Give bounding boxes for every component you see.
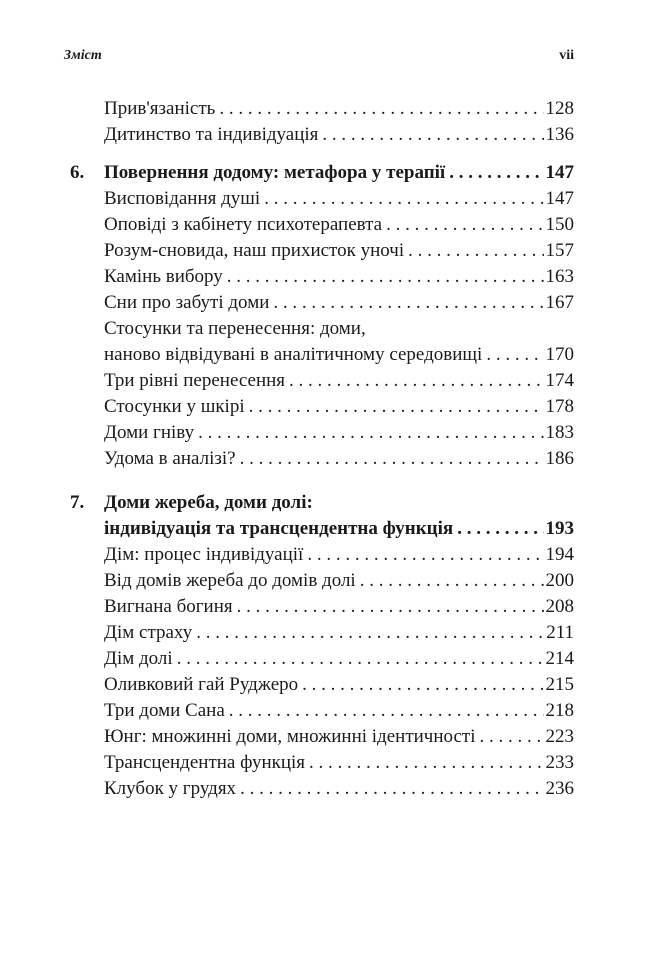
dot-leader bbox=[273, 290, 543, 316]
toc-entry-title: Удома в аналізі? bbox=[104, 446, 240, 472]
dot-leader bbox=[240, 446, 544, 472]
toc-entry-title: Від домів жереба до домів долі bbox=[104, 568, 360, 594]
dot-leader bbox=[302, 672, 543, 698]
toc-entry-title: Дім страху bbox=[104, 620, 196, 646]
toc-entry[interactable] bbox=[104, 186, 574, 212]
dot-leader bbox=[457, 516, 543, 542]
toc-entry-title: Стосунки у шкірі bbox=[104, 394, 249, 420]
toc-entry[interactable] bbox=[104, 568, 574, 594]
toc-entry-title: Сни про забуті доми bbox=[104, 290, 273, 316]
toc-entry-multiline-first[interactable] bbox=[104, 316, 574, 342]
page-number: vii bbox=[559, 48, 574, 63]
toc-entry-title: Камінь вибору bbox=[104, 264, 227, 290]
toc-entry-page: 215 bbox=[545, 674, 574, 695]
toc-entry-page: 236 bbox=[545, 778, 574, 799]
dot-leader bbox=[227, 264, 544, 290]
toc-entry-page: 218 bbox=[545, 700, 574, 721]
dot-leader bbox=[480, 724, 544, 750]
toc-entry-page: 128 bbox=[545, 98, 574, 119]
dot-leader bbox=[309, 750, 543, 776]
toc-entry[interactable] bbox=[104, 594, 574, 620]
toc-entry[interactable] bbox=[104, 724, 574, 750]
toc-chapter-7-line1[interactable] bbox=[70, 490, 574, 516]
toc-entry-title: Три доми Сана bbox=[104, 698, 229, 724]
dot-leader bbox=[449, 160, 543, 186]
chapter-number: 6. bbox=[70, 162, 85, 183]
toc-entry-page: 214 bbox=[545, 648, 574, 669]
dot-leader bbox=[386, 212, 543, 238]
dot-leader bbox=[240, 776, 543, 802]
toc-entry-title: Прив'язаність bbox=[104, 96, 219, 122]
toc-chapter-7-line2[interactable] bbox=[70, 516, 574, 542]
dot-leader bbox=[198, 420, 543, 446]
dot-leader bbox=[307, 542, 543, 568]
toc-entry-title: Висповідання душі bbox=[104, 186, 264, 212]
toc-entry-page: 150 bbox=[545, 214, 574, 235]
toc-entry[interactable] bbox=[104, 238, 574, 264]
toc-entry-title: Дитинство та індивідуація bbox=[104, 122, 322, 148]
running-head-title: Зміст bbox=[64, 48, 102, 63]
toc-entry[interactable] bbox=[104, 290, 574, 316]
toc-entry-title: Юнг: множинні доми, множинні ідентичності bbox=[104, 724, 480, 750]
dot-leader bbox=[486, 342, 543, 368]
chapter-page: 147 bbox=[545, 162, 574, 183]
toc-entry-page: 170 bbox=[545, 344, 574, 365]
toc-entry-page: 178 bbox=[545, 396, 574, 417]
toc-entry-page: 208 bbox=[545, 596, 574, 617]
toc-entry-title: Трансцендентна функція bbox=[104, 750, 309, 776]
chapter-title: Повернення додому: метафора у терапії bbox=[104, 160, 449, 186]
toc-entry-page: 163 bbox=[545, 266, 574, 287]
toc-entry-page: 147 bbox=[545, 188, 574, 209]
dot-leader bbox=[229, 698, 544, 724]
toc-entry-page: 233 bbox=[545, 752, 574, 773]
dot-leader bbox=[360, 568, 544, 594]
toc-entry-page: 157 bbox=[545, 240, 574, 261]
dot-leader bbox=[264, 186, 543, 212]
toc-entry[interactable] bbox=[104, 446, 574, 472]
toc-entry-multiline-last[interactable] bbox=[104, 342, 574, 368]
toc-entry-title: Стосунки та перенесення: доми, bbox=[104, 318, 366, 339]
toc-entry-page: 200 bbox=[545, 570, 574, 591]
chapter-page: 193 bbox=[545, 518, 574, 539]
toc-entry[interactable] bbox=[104, 394, 574, 420]
toc-entry-title: Клубок у грудях bbox=[104, 776, 240, 802]
toc-entry-title: Доми гніву bbox=[104, 420, 198, 446]
toc-entry-page: 167 bbox=[545, 292, 574, 313]
toc-entry-title: Оповіді з кабінету психотерапевта bbox=[104, 212, 386, 238]
toc-entry-title: наново відвідувані в аналітичному середовищі bbox=[104, 342, 486, 368]
toc-entry-title: Розум-сновида, наш прихисток уночі bbox=[104, 238, 408, 264]
toc-entry[interactable] bbox=[104, 776, 574, 802]
toc-entry-title: Оливковий гай Руджеро bbox=[104, 672, 302, 698]
toc-entry[interactable] bbox=[104, 672, 574, 698]
toc-entry-page: 223 bbox=[545, 726, 574, 747]
dot-leader bbox=[322, 122, 543, 148]
chapter-title-cont: індивідуація та трансцендентна функція bbox=[104, 516, 457, 542]
toc-entry[interactable] bbox=[104, 212, 574, 238]
toc-entry[interactable] bbox=[104, 96, 574, 122]
toc-entry[interactable] bbox=[104, 542, 574, 568]
chapter-title: Доми жереба, доми долі: bbox=[104, 492, 313, 513]
dot-leader bbox=[219, 96, 543, 122]
toc-entry[interactable] bbox=[104, 646, 574, 672]
toc-entry-title: Три рівні перенесення bbox=[104, 368, 289, 394]
running-head bbox=[64, 48, 574, 70]
toc-entry-page: 136 bbox=[545, 124, 574, 145]
toc-entry[interactable] bbox=[104, 750, 574, 776]
dot-leader bbox=[408, 238, 543, 264]
toc-entry-page: 186 bbox=[545, 448, 574, 469]
toc-entry-page: 194 bbox=[545, 544, 574, 565]
toc-entry[interactable] bbox=[104, 264, 574, 290]
toc-entry-page: 211 bbox=[546, 622, 574, 643]
dot-leader bbox=[196, 620, 544, 646]
dot-leader bbox=[289, 368, 543, 394]
toc-entry-page: 174 bbox=[545, 370, 574, 391]
toc-entry-title: Дім: процес індивідуації bbox=[104, 542, 307, 568]
toc-entry[interactable] bbox=[104, 620, 574, 646]
toc-entry[interactable] bbox=[104, 698, 574, 724]
toc-entry-title: Дім долі bbox=[104, 646, 177, 672]
chapter-number: 7. bbox=[70, 492, 85, 513]
toc-entry[interactable] bbox=[104, 420, 574, 446]
toc-chapter-6[interactable] bbox=[70, 160, 574, 186]
dot-leader bbox=[249, 394, 544, 420]
toc-entry[interactable] bbox=[104, 122, 574, 148]
toc-entry-page: 183 bbox=[545, 422, 574, 443]
dot-leader bbox=[237, 594, 544, 620]
toc-entry[interactable] bbox=[104, 368, 574, 394]
table-of-contents bbox=[70, 96, 574, 802]
toc-entry-title: Вигнана богиня bbox=[104, 594, 237, 620]
dot-leader bbox=[177, 646, 544, 672]
